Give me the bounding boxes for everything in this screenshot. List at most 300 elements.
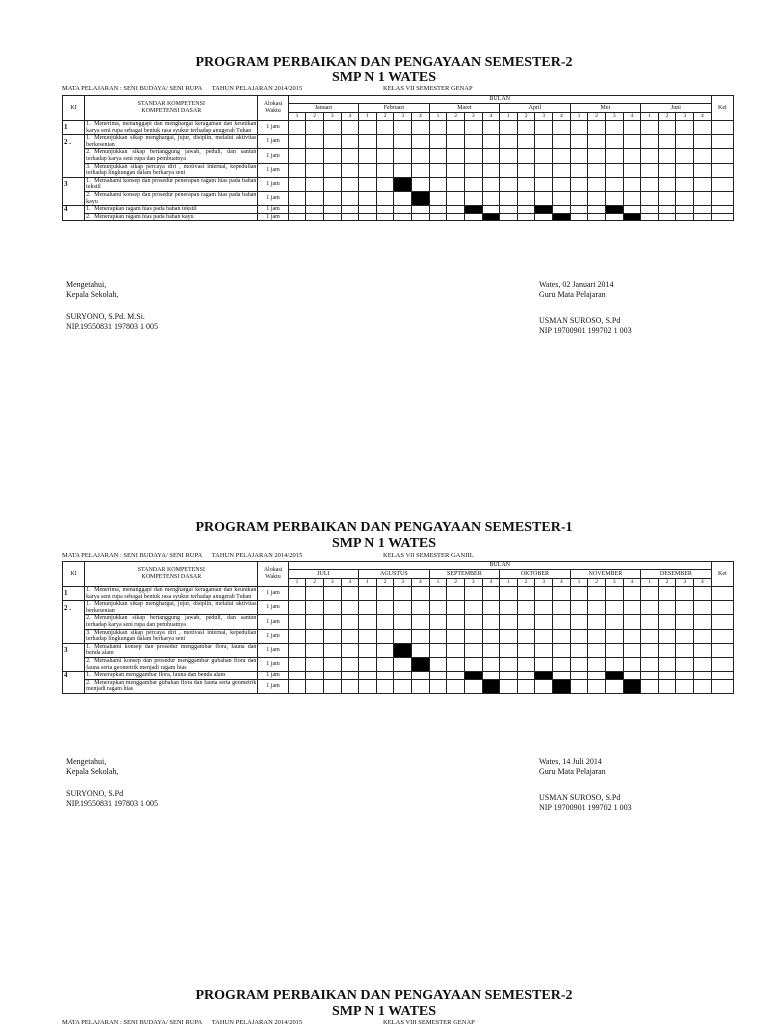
schedule-cell (641, 643, 659, 657)
sign-right-line1: Wates, 02 Januari 2014 (539, 280, 614, 289)
schedule-cell (553, 629, 571, 643)
kompetensi-cell (85, 149, 258, 163)
schedule-cell (376, 601, 394, 615)
school-year-label: TAHUN PELAJARAN 2014/2015 (211, 1019, 303, 1024)
kd-text: Menunjukkan sikap bertanggung jawab, peduli, dan santun terhadap karya seni rupa dan pembuatnya (86, 615, 257, 628)
schedule-cell (447, 615, 465, 629)
schedule-cell (588, 135, 606, 149)
sign-left-line2: Kepala Sekolah, (66, 290, 119, 299)
schedule-cell (517, 149, 535, 163)
sign-left-name: SURYONO, S.Pd. M.Si. (66, 312, 145, 321)
document-title: PROGRAM PERBAIKAN DAN PENGAYAAN SEMESTER-2 (195, 988, 573, 1003)
schedule-cell (359, 149, 377, 163)
schedule-cell (535, 149, 553, 163)
schedule-cell (359, 587, 377, 601)
schedule-cell (623, 121, 641, 135)
schedule-cell (412, 206, 430, 214)
kd-text: Menerapkan menggambar gubahan flora dan fauna serta geometrik menjadi ragam hias (86, 679, 257, 693)
schedule-cell (447, 672, 465, 680)
kompetensi-cell (85, 135, 258, 149)
schedule-cell (676, 177, 694, 191)
ket-cell (711, 163, 733, 177)
schedule-cell (535, 587, 553, 601)
schedule-cell (535, 163, 553, 177)
schedule-cell (288, 587, 306, 601)
schedule-cell (676, 672, 694, 680)
schedule-cell (376, 643, 394, 657)
schedule-cell (341, 191, 359, 205)
schedule-cell (658, 643, 676, 657)
schedule-cell (464, 679, 482, 693)
schedule-cell (570, 643, 588, 657)
schedule-cell (641, 657, 659, 671)
table-row (63, 121, 734, 135)
table-row (63, 601, 734, 615)
schedule-cell (464, 587, 482, 601)
schedule-cell (412, 672, 430, 680)
kompetensi-cell (85, 213, 258, 221)
ki-cell: 4 (63, 206, 85, 214)
schedule-cell (553, 643, 571, 657)
schedule-cell (464, 615, 482, 629)
schedule-cell (412, 601, 430, 615)
standar-header: STANDAR KOMPETENSI KOMPETENSI DASAR (85, 562, 258, 587)
schedule-cell (464, 643, 482, 657)
schedule-cell (658, 629, 676, 643)
kompetensi-cell (85, 191, 258, 205)
schedule-cell (394, 213, 412, 221)
schedule-cell (306, 679, 324, 693)
table-row (63, 191, 734, 205)
bulan-header: BULAN (288, 96, 711, 104)
schedule-cell (623, 177, 641, 191)
week-number: 2 (517, 579, 535, 587)
schedule-cell (464, 177, 482, 191)
ki-cell: 3 (63, 177, 85, 191)
schedule-cell (676, 121, 694, 135)
schedule-cell (412, 615, 430, 629)
schedule-cell (570, 121, 588, 135)
schedule-cell (447, 149, 465, 163)
schedule-cell (447, 629, 465, 643)
schedule-mark (553, 679, 571, 693)
ki-cell (63, 615, 85, 629)
schedule-cell (658, 587, 676, 601)
schedule-cell (429, 213, 447, 221)
schedule-cell (553, 587, 571, 601)
schedule-cell (412, 121, 430, 135)
schedule-cell (605, 587, 623, 601)
sign-right-line2: Guru Mata Pelajaran (539, 290, 606, 299)
schedule-cell (359, 679, 377, 693)
schedule-cell (376, 191, 394, 205)
schedule-cell (464, 191, 482, 205)
schedule-cell (429, 191, 447, 205)
waktu-cell: 1 jam (258, 191, 288, 205)
document-section-1 (0, 52, 768, 342)
schedule-cell (288, 191, 306, 205)
schedule-cell (341, 177, 359, 191)
week-number: 2 (658, 113, 676, 121)
ket-cell (711, 191, 733, 205)
schedule-cell (694, 587, 712, 601)
week-number: 2 (588, 113, 606, 121)
kompetensi-cell (85, 657, 258, 671)
schedule-cell (623, 587, 641, 601)
sign-right-nip: NIP 19700901 199702 1 003 (539, 803, 632, 812)
waktu-cell: 1 jam (258, 672, 288, 680)
schedule-cell (288, 672, 306, 680)
kd-text: Menerima, menanggapi dan menghargai keragaman dan keunikan karya seni rupa sebagai bentuk rasa syukur terhadap anugerah Tuhan (86, 121, 257, 134)
schedule-cell (429, 672, 447, 680)
schedule-cell (605, 643, 623, 657)
schedule-cell (464, 601, 482, 615)
schedule-cell (323, 191, 341, 205)
schedule-cell (676, 601, 694, 615)
schedule-cell (323, 587, 341, 601)
schedule-cell (517, 587, 535, 601)
signature-left (66, 757, 158, 809)
kd-number: 3. (86, 163, 91, 170)
week-number: 3 (394, 579, 412, 587)
ket-cell (711, 177, 733, 191)
schedule-cell (288, 177, 306, 191)
schedule-cell (447, 657, 465, 671)
schedule-cell (482, 121, 500, 135)
week-number: 4 (412, 113, 430, 121)
schedule-cell (588, 191, 606, 205)
schedule-cell (553, 206, 571, 214)
week-number: 4 (623, 579, 641, 587)
schedule-cell (694, 672, 712, 680)
schedule-cell (535, 135, 553, 149)
schedule-cell (447, 191, 465, 205)
schedule-cell (641, 206, 659, 214)
week-number: 1 (359, 579, 377, 587)
schedule-cell (429, 206, 447, 214)
schedule-cell (429, 163, 447, 177)
schedule-cell (500, 679, 518, 693)
schedule-cell (694, 206, 712, 214)
schedule-cell (535, 121, 553, 135)
schedule-cell (570, 657, 588, 671)
month-header: JULI (288, 570, 359, 579)
alokasi-header: Alokasi Waktu (258, 562, 288, 587)
schedule-cell (323, 206, 341, 214)
schedule-cell (412, 629, 430, 643)
schedule-cell (323, 121, 341, 135)
waktu-cell: 1 jam (258, 601, 288, 615)
schedule-cell (288, 629, 306, 643)
schedule-cell (306, 135, 324, 149)
schedule-cell (288, 135, 306, 149)
schedule-cell (376, 213, 394, 221)
table-row (63, 643, 734, 657)
ki-cell (63, 191, 85, 205)
week-number: 1 (641, 113, 659, 121)
kompetensi-cell (85, 177, 258, 191)
ki-cell (63, 629, 85, 643)
schedule-cell (429, 601, 447, 615)
schedule-cell (641, 213, 659, 221)
schedule-cell (676, 206, 694, 214)
week-number: 2 (447, 579, 465, 587)
class-label: KELAS VIII SEMESTER GENAP (383, 1019, 475, 1024)
schedule-mark (464, 206, 482, 214)
kd-number: 2. (86, 679, 91, 686)
schedule-cell (359, 177, 377, 191)
schedule-cell (694, 191, 712, 205)
schedule-cell (288, 643, 306, 657)
schedule-cell (535, 657, 553, 671)
kd-number: 1. (86, 121, 91, 127)
schedule-cell (658, 679, 676, 693)
schedule-cell (553, 615, 571, 629)
schedule-cell (341, 135, 359, 149)
week-number: 4 (482, 113, 500, 121)
table-row (63, 679, 734, 693)
schedule-mark (535, 672, 553, 680)
schedule-cell (623, 135, 641, 149)
schedule-cell (500, 163, 518, 177)
week-number: 2 (588, 579, 606, 587)
schedule-cell (359, 643, 377, 657)
schedule-cell (694, 657, 712, 671)
schedule-cell (412, 679, 430, 693)
schedule-cell (517, 206, 535, 214)
kd-number: 1. (86, 643, 91, 650)
schedule-cell (306, 191, 324, 205)
ket-header: Ket (711, 96, 733, 121)
kd-number: 1. (86, 206, 91, 213)
ki-cell (63, 149, 85, 163)
schedule-cell (447, 177, 465, 191)
schedule-cell (376, 121, 394, 135)
month-header: Maret (429, 104, 500, 113)
schedule-cell (676, 629, 694, 643)
schedule-cell (588, 587, 606, 601)
schedule-mark (605, 206, 623, 214)
schedule-cell (605, 601, 623, 615)
week-number: 1 (570, 113, 588, 121)
schedule-cell (341, 601, 359, 615)
month-header: SEPTEMBER (429, 570, 500, 579)
schedule-cell (482, 149, 500, 163)
week-number: 3 (535, 113, 553, 121)
schedule-cell (570, 672, 588, 680)
schedule-mark (605, 672, 623, 680)
kd-text: Menerapkan ragam hias pada bahan kayu (94, 213, 194, 220)
waktu-cell: 1 jam (258, 213, 288, 221)
waktu-cell: 1 jam (258, 149, 288, 163)
kompetensi-cell (85, 163, 258, 177)
week-number: 1 (570, 579, 588, 587)
schedule-mark (464, 672, 482, 680)
sign-right-line1: Wates, 14 Juli 2014 (539, 757, 602, 766)
signature-right (539, 280, 632, 336)
kompetensi-cell (85, 206, 258, 214)
schedule-cell (553, 657, 571, 671)
schedule-cell (288, 615, 306, 629)
schedule-cell (447, 601, 465, 615)
schedule-cell (341, 163, 359, 177)
schedule-cell (341, 206, 359, 214)
schedule-cell (535, 643, 553, 657)
sign-left-nip: NIP.19550831 197803 1 005 (66, 799, 159, 808)
schedule-cell (623, 643, 641, 657)
week-number: 4 (341, 113, 359, 121)
schedule-cell (676, 679, 694, 693)
schedule-cell (623, 206, 641, 214)
kd-number: 2. (86, 615, 91, 622)
schedule-cell (306, 213, 324, 221)
schedule-cell (359, 657, 377, 671)
header-row (63, 96, 734, 104)
ki-cell (63, 679, 85, 693)
schedule-cell (605, 177, 623, 191)
schedule-cell (658, 177, 676, 191)
schedule-cell (306, 149, 324, 163)
waktu-cell: 1 jam (258, 629, 288, 643)
schedule-cell (429, 679, 447, 693)
schedule-cell (341, 149, 359, 163)
schedule-cell (429, 657, 447, 671)
table-row (63, 163, 734, 177)
schedule-mark (412, 191, 430, 205)
schedule-cell (658, 615, 676, 629)
schedule-cell (359, 629, 377, 643)
schedule-cell (641, 191, 659, 205)
schedule-cell (447, 213, 465, 221)
schedule-cell (570, 601, 588, 615)
schedule-cell (570, 135, 588, 149)
ket-cell (711, 601, 733, 615)
schedule-cell (570, 679, 588, 693)
schedule-cell (676, 213, 694, 221)
week-number: 2 (306, 113, 324, 121)
week-number: 4 (623, 113, 641, 121)
week-number: 4 (553, 579, 571, 587)
schedule-cell (570, 191, 588, 205)
ket-cell (711, 679, 733, 693)
schedule-cell (359, 213, 377, 221)
schedule-cell (641, 672, 659, 680)
schedule-cell (323, 601, 341, 615)
schedule-cell (641, 177, 659, 191)
week-number: 2 (447, 113, 465, 121)
schedule-cell (553, 135, 571, 149)
schedule-mark (553, 213, 571, 221)
schedule-cell (553, 191, 571, 205)
schedule-cell (535, 629, 553, 643)
schedule-cell (517, 135, 535, 149)
ket-header: Ket (711, 562, 733, 587)
schedule-cell (553, 601, 571, 615)
ki-cell (63, 657, 85, 671)
schedule-cell (500, 629, 518, 643)
schedule-cell (288, 149, 306, 163)
schedule-cell (676, 149, 694, 163)
ket-cell (711, 135, 733, 149)
schedule-cell (641, 587, 659, 601)
schedule-cell (570, 206, 588, 214)
table-row (63, 206, 734, 214)
schedule-cell (553, 121, 571, 135)
schedule-cell (588, 601, 606, 615)
week-number: 4 (694, 579, 712, 587)
week-number: 1 (641, 579, 659, 587)
schedule-cell (570, 163, 588, 177)
schedule-cell (535, 213, 553, 221)
schedule-cell (447, 121, 465, 135)
schedule-cell (694, 163, 712, 177)
schedule-cell (323, 163, 341, 177)
schedule-cell (288, 601, 306, 615)
schedule-cell (482, 601, 500, 615)
schedule-cell (658, 213, 676, 221)
document-title: PROGRAM PERBAIKAN DAN PENGAYAAN SEMESTER-2 (195, 55, 573, 70)
schedule-cell (658, 191, 676, 205)
schedule-cell (676, 615, 694, 629)
schedule-cell (464, 163, 482, 177)
schedule-cell (429, 135, 447, 149)
schedule-cell (641, 601, 659, 615)
schedule-cell (412, 149, 430, 163)
waktu-cell: 1 jam (258, 587, 288, 601)
schedule-mark (412, 657, 430, 671)
schedule-cell (412, 213, 430, 221)
meta-line (62, 85, 473, 93)
schedule-cell (464, 213, 482, 221)
signature-left (66, 280, 158, 332)
schedule-cell (535, 679, 553, 693)
kd-number: 2. (86, 191, 91, 198)
waktu-cell: 1 jam (258, 657, 288, 671)
schedule-cell (429, 149, 447, 163)
schedule-cell (500, 213, 518, 221)
kd-number: 2. (86, 657, 91, 664)
schedule-cell (394, 149, 412, 163)
schedule-cell (517, 629, 535, 643)
ki-cell (63, 163, 85, 177)
sign-right-nip: NIP 19700901 199702 1 003 (539, 326, 632, 335)
schedule-cell (323, 135, 341, 149)
waktu-cell: 1 jam (258, 615, 288, 629)
schedule-cell (376, 206, 394, 214)
schedule-cell (376, 679, 394, 693)
week-number: 2 (376, 579, 394, 587)
schedule-cell (341, 657, 359, 671)
ket-cell (711, 121, 733, 135)
schedule-cell (341, 615, 359, 629)
schedule-cell (429, 629, 447, 643)
schedule-cell (288, 163, 306, 177)
ki-header: KI (63, 562, 85, 587)
schedule-cell (447, 587, 465, 601)
schedule-cell (500, 149, 518, 163)
schedule-cell (359, 121, 377, 135)
schedule-cell (658, 121, 676, 135)
week-number: 4 (553, 113, 571, 121)
ki-cell: 2 . (63, 135, 85, 149)
schedule-cell (658, 601, 676, 615)
schedule-cell (605, 149, 623, 163)
schedule-cell (359, 672, 377, 680)
schedule-cell (641, 629, 659, 643)
schedule-cell (482, 657, 500, 671)
school-name: SMP N 1 WATES (331, 70, 437, 85)
schedule-cell (588, 121, 606, 135)
